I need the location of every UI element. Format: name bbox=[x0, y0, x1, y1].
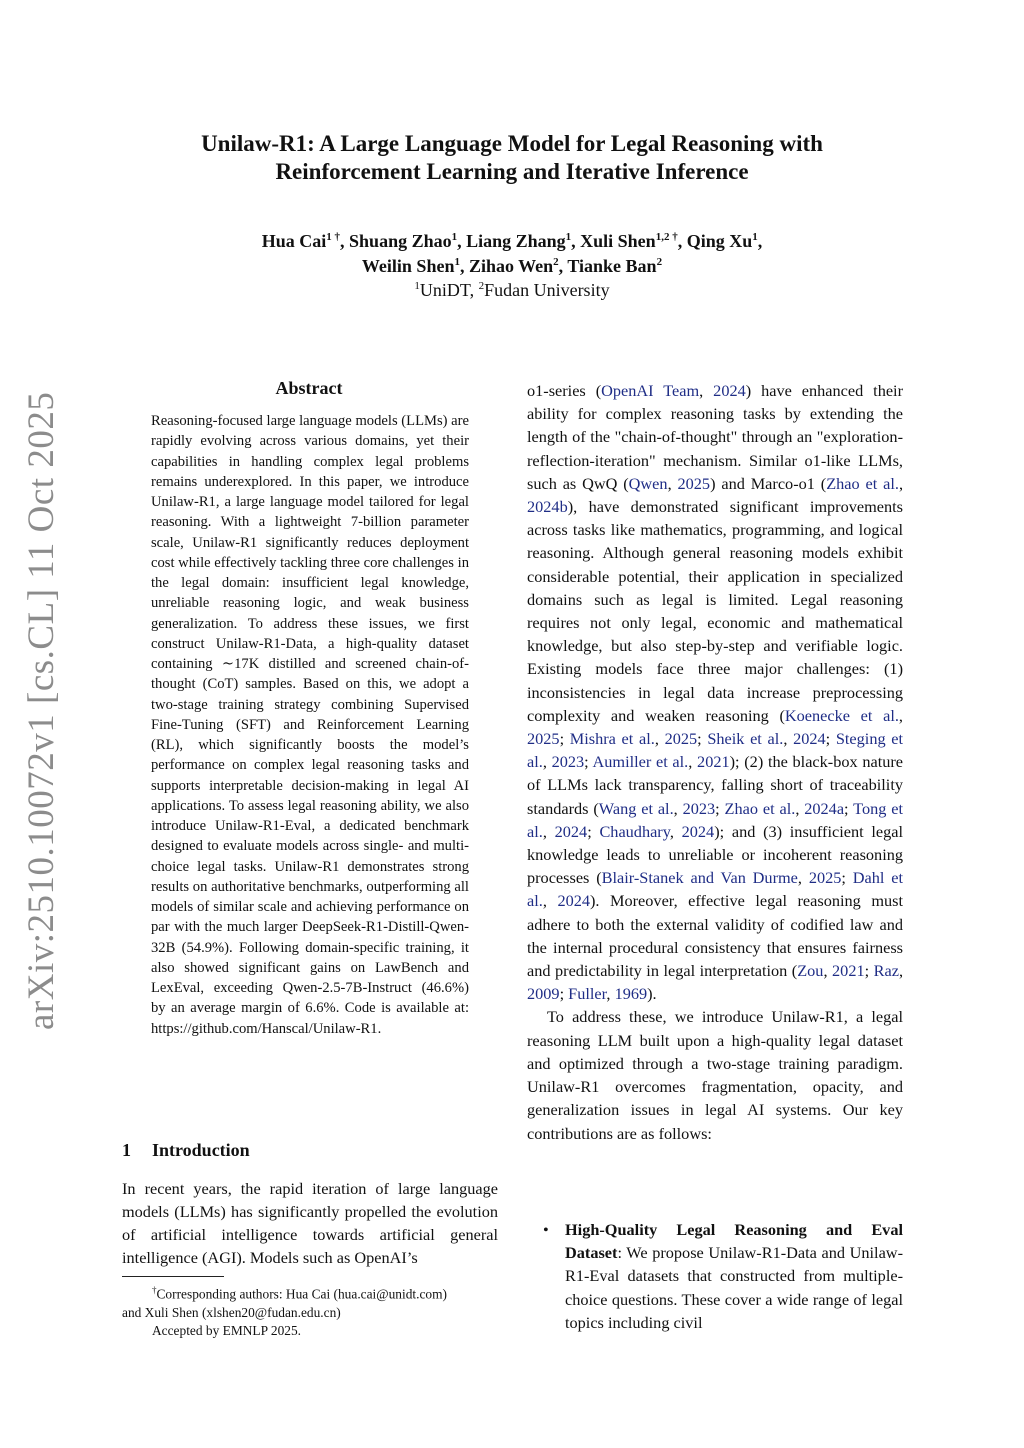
paragraph-text-segment: ; bbox=[825, 729, 836, 749]
author-l1-name-0: Hua Cai bbox=[261, 231, 327, 251]
section-number: 1 bbox=[122, 1140, 131, 1160]
citation-link[interactable]: 2025 bbox=[527, 729, 560, 749]
author-l1-name-3: Xuli Shen bbox=[580, 231, 656, 251]
right-column bbox=[527, 379, 903, 1145]
paragraph-text-segment: , bbox=[797, 868, 809, 888]
affiliations bbox=[100, 278, 924, 302]
paragraph-text-segment: ) have enhanced their ability for complex reasoning tasks by extending the length of the "chain-of-thought" through an "exploration-reflection-iteration" mechanism. Similar o1-like LLMs, such as QwQ ( bbox=[527, 381, 904, 493]
citation-link[interactable]: Zhao et al. bbox=[826, 473, 899, 493]
paragraph-text-segment: ; bbox=[584, 752, 593, 772]
footnote-accepted: Accepted by EMNLP 2025. bbox=[152, 1323, 302, 1339]
paragraph-text-segment: , bbox=[667, 473, 678, 493]
citation-link[interactable]: 2024 bbox=[557, 891, 590, 911]
citation-link[interactable]: 2009 bbox=[527, 984, 560, 1004]
paragraph-text-segment: , bbox=[542, 891, 558, 911]
author-l2-affiliation-sup-0: 1 bbox=[454, 256, 460, 268]
citation-link[interactable]: 1969 bbox=[614, 984, 648, 1004]
paragraph-text-segment: , bbox=[542, 821, 555, 841]
citation-link[interactable]: Raz bbox=[873, 961, 899, 981]
citation-link[interactable]: Steging et al. bbox=[527, 729, 904, 772]
author-l2-affiliation-sup-2: 2 bbox=[656, 256, 663, 268]
paragraph-text-segment: , bbox=[654, 729, 665, 749]
citation-link[interactable]: Koenecke et al. bbox=[784, 705, 899, 725]
abstract-heading: Abstract bbox=[275, 378, 343, 398]
paragraph-text-segment: , bbox=[699, 381, 714, 400]
author-l1-separator-2: , bbox=[571, 231, 581, 251]
author-l2-affiliation-sup-1: 2 bbox=[553, 256, 559, 268]
section-heading-introduction bbox=[122, 1140, 502, 1161]
citation-link[interactable]: Mishra et al. bbox=[569, 729, 655, 749]
affiliation-marker-1: 1 bbox=[414, 280, 420, 292]
title-line-1: Unilaw-R1: A Large Language Model for Legal Reasoning with bbox=[201, 131, 823, 156]
paragraph-text-segment: ). bbox=[647, 984, 657, 1004]
affiliation-1: UniDT, bbox=[419, 280, 479, 300]
author-l1-affiliation-sup-4: 1 bbox=[752, 231, 758, 243]
citation-link[interactable]: 2023 bbox=[551, 752, 585, 772]
author-l1-separator-4: , bbox=[757, 231, 763, 251]
footnote-mark: † bbox=[152, 1285, 157, 1295]
intro-paragraph-continued bbox=[527, 379, 903, 1005]
author-l1-affiliation-sup-0: 1 † bbox=[326, 231, 341, 243]
author-l2-name-2: Tianke Ban bbox=[567, 256, 657, 276]
paragraph-text-segment: , bbox=[669, 821, 682, 841]
paragraph-text-segment: ; bbox=[559, 984, 569, 1004]
author-l1-name-2: Liang Zhang bbox=[466, 231, 566, 251]
citation-link[interactable]: 2024b bbox=[527, 497, 568, 517]
paragraph-text-segment: ; bbox=[587, 821, 600, 841]
paragraph-text-segment: , bbox=[898, 473, 904, 493]
footnote-divider bbox=[122, 1276, 224, 1277]
paragraph-text-segment: ); (2) the black-box nature of LLMs lack transparency, falling short of traceability standards ( bbox=[527, 752, 904, 818]
citation-link[interactable]: Chaudhary bbox=[599, 821, 670, 841]
paragraph-text-segment: ). Moreover, effective legal reasoning must adhere to both the external validity of codified law and the internal procedural consistency that ensures fairness and predictability in legal interpretation ( bbox=[527, 891, 904, 981]
citation-link[interactable]: 2024 bbox=[681, 821, 715, 841]
citation-link[interactable]: 2025 bbox=[677, 473, 711, 493]
citation-link[interactable]: Blair-Stanek and Van Durme bbox=[601, 868, 798, 888]
citation-link[interactable]: 2023 bbox=[682, 798, 716, 818]
author-line-2 bbox=[100, 254, 924, 279]
introduction-text: In recent years, the rapid iteration of large language models (LLMs) has significantly propelled the evolution of artificial intelligence towards artificial general intelligence (AGI). Models such as OpenAI’s bbox=[122, 1179, 498, 1268]
paragraph-text-segment: , bbox=[898, 961, 904, 981]
affiliation-marker-2: 2 bbox=[478, 280, 485, 292]
author-list bbox=[100, 229, 924, 279]
intro-paragraph-contributions: To address these, we introduce Unilaw-R1, a legal reasoning LLM built upon a high-quality legal dataset and optimized through a two-stage training paradigm. Unilaw-R1 overcomes fragmentation, opacity, and generalization issues in legal AI systems. Our key contributions are as follows: bbox=[527, 1007, 903, 1143]
citation-link[interactable]: OpenAI Team bbox=[601, 381, 700, 400]
citation-link[interactable]: Qwen bbox=[628, 473, 668, 493]
citation-link[interactable]: 2024 bbox=[793, 729, 826, 749]
citation-link[interactable]: 2025 bbox=[664, 729, 698, 749]
paragraph-text-segment: , bbox=[823, 961, 833, 981]
bullet-body: : We propose Unilaw-R1-Data and Unilaw-R1-Eval datasets that constructed from multiple-choice questions. These cover a wide range of legal topics including civil bbox=[565, 1243, 903, 1332]
paragraph-text-segment: , bbox=[688, 752, 698, 772]
paragraph-text-segment: , bbox=[673, 798, 683, 818]
citation-link[interactable]: 2025 bbox=[808, 868, 842, 888]
citation-link[interactable]: 2024a bbox=[804, 798, 845, 818]
bullet-text bbox=[565, 1218, 903, 1334]
paragraph-text-segment: , bbox=[606, 984, 615, 1004]
citation-link[interactable]: Zhao et al. bbox=[724, 798, 796, 818]
citation-link[interactable]: Wang et al. bbox=[598, 798, 674, 818]
paragraph-text-segment: , bbox=[898, 705, 903, 725]
author-l1-separator-0: , bbox=[340, 231, 350, 251]
author-l2-name-1: Zihao Wen bbox=[468, 256, 554, 276]
author-l1-affiliation-sup-3: 1,2 † bbox=[655, 231, 678, 243]
author-l2-separator-0: , bbox=[459, 256, 469, 276]
bullet-bold-lead: High-Quality Legal Reasoning and Eval Dataset bbox=[565, 1220, 903, 1263]
paragraph-text-segment: ) and Marco-o1 ( bbox=[710, 473, 827, 493]
arxiv-identifier-stamp: arXiv:2510.10072v1 [cs.CL] 11 Oct 2025 bbox=[21, 391, 62, 1030]
bullet-marker: • bbox=[543, 1220, 549, 1239]
citation-link[interactable]: Aumiller et al. bbox=[592, 752, 689, 772]
author-l1-affiliation-sup-1: 1 bbox=[451, 231, 458, 243]
title-line-2: Reinforcement Learning and Iterative Inference bbox=[275, 159, 749, 184]
paragraph-text-segment: ; bbox=[844, 798, 854, 818]
footnote-line-2: and Xuli Shen (xlshen20@fudan.edu.cn) bbox=[122, 1304, 341, 1320]
author-l1-name-1: Shuang Zhao bbox=[349, 231, 452, 251]
author-l1-affiliation-sup-2: 1 bbox=[565, 231, 572, 243]
author-l2-name-0: Weilin Shen bbox=[361, 256, 455, 276]
citation-link[interactable]: 2024 bbox=[554, 821, 588, 841]
paragraph-text-segment: ); and (3) insufficient legal knowledge leads to unreliable or incoherent reasoning processes ( bbox=[527, 821, 903, 888]
author-line-1 bbox=[100, 229, 924, 254]
citation-link[interactable]: Sheik et al. bbox=[707, 729, 784, 749]
citation-link[interactable]: 2024 bbox=[713, 381, 746, 400]
footnotes bbox=[122, 1281, 498, 1341]
citation-link[interactable]: Fuller bbox=[568, 984, 607, 1004]
paragraph-text-segment: ; bbox=[559, 729, 570, 749]
footnote-line-1: Corresponding authors: Hua Cai (hua.cai@unidt.com) bbox=[156, 1286, 447, 1302]
abstract-text: Reasoning-focused large language models (LLMs) are rapidly evolving across various domains, yet their capabilities in handling complex legal problems remains underexplored. In this paper, we introduce Unilaw-R1, a large language model tailored for legal reasoning. With a lightweight 7-billion parameter scale, Unilaw-R1 significantly reduces deployment cost while effectively tackling three core challenges in the legal domain: insufficient legal knowledge, unreliable reasoning logic, and weak business generalization. To address these issues, we first construct Unilaw-R1-Data, a high-quality dataset containing ∼17K distilled and screened chain-of-thought (CoT) samples. Based on this, we adopt a two-stage training strategy combining Supervised Fine-Tuning (SFT) and Reinforcement Learning (RL), which significantly boosts the model’s performance on complex legal reasoning tasks and supports interpretable decision-making in legal AI applications. To assess legal reasoning ability, we also introduce Unilaw-R1-Eval, a dedicated benchmark designed to evaluate models across single- and multi-choice legal tasks. Unilaw-R1 demonstrates strong results on authoritative benchmarks, outperforming all models of similar scale and achieving performance on par with the much larger DeepSeek-R1-Distill-Qwen-32B (54.9%). Following domain-specific training, it also showed significant gains on LawBench and LexEval, exceeding Qwen-2.5-7B-Instruct (46.6%) by an average margin of 6.6%. Code is available at: https://github.com/Hanscal/Unilaw-R1. bbox=[151, 413, 469, 1037]
contribution-bullet bbox=[545, 1218, 903, 1334]
section-title: Introduction bbox=[152, 1140, 250, 1160]
citation-link[interactable]: Tong et al. bbox=[527, 798, 903, 841]
citation-link[interactable]: Zou bbox=[797, 961, 824, 981]
paragraph-text-segment: ; bbox=[864, 961, 874, 981]
paragraph-text-segment: ; bbox=[697, 729, 708, 749]
paragraph-text-segment: , bbox=[542, 752, 552, 772]
author-l1-separator-3: , bbox=[677, 231, 687, 251]
affiliation-2: Fudan University bbox=[484, 280, 610, 300]
paragraph-text-segment: , bbox=[795, 798, 805, 818]
citation-link[interactable]: Dahl et al. bbox=[527, 868, 903, 911]
paragraph-text-segment: o1-series ( bbox=[527, 381, 602, 400]
citation-link[interactable]: 2021 bbox=[697, 752, 730, 772]
paper-title bbox=[100, 130, 924, 186]
author-l1-name-4: Qing Xu bbox=[686, 231, 753, 251]
author-l1-separator-1: , bbox=[457, 231, 467, 251]
citation-link[interactable]: 2021 bbox=[832, 961, 865, 981]
author-l2-separator-1: , bbox=[558, 256, 568, 276]
paragraph-text-segment: ; bbox=[841, 868, 853, 888]
paragraph-text-segment: ), have demonstrated significant improvements across tasks like mathematics, programming, and logical reasoning. Although general reasoning models exhibit considerable potential, their application in specialized domains such as legal is limited. Legal reasoning requires not only legal, economic and mathematical knowledge, but also step-by-step and verifiable logic. Existing models face three major challenges: (1) inconsistencies in legal data increase preprocessing complexity and weaken reasoning ( bbox=[527, 497, 903, 725]
paragraph-text-segment: ; bbox=[715, 798, 725, 818]
paragraph-text-segment: , bbox=[783, 729, 794, 749]
footnote-corresponding bbox=[122, 1281, 498, 1304]
